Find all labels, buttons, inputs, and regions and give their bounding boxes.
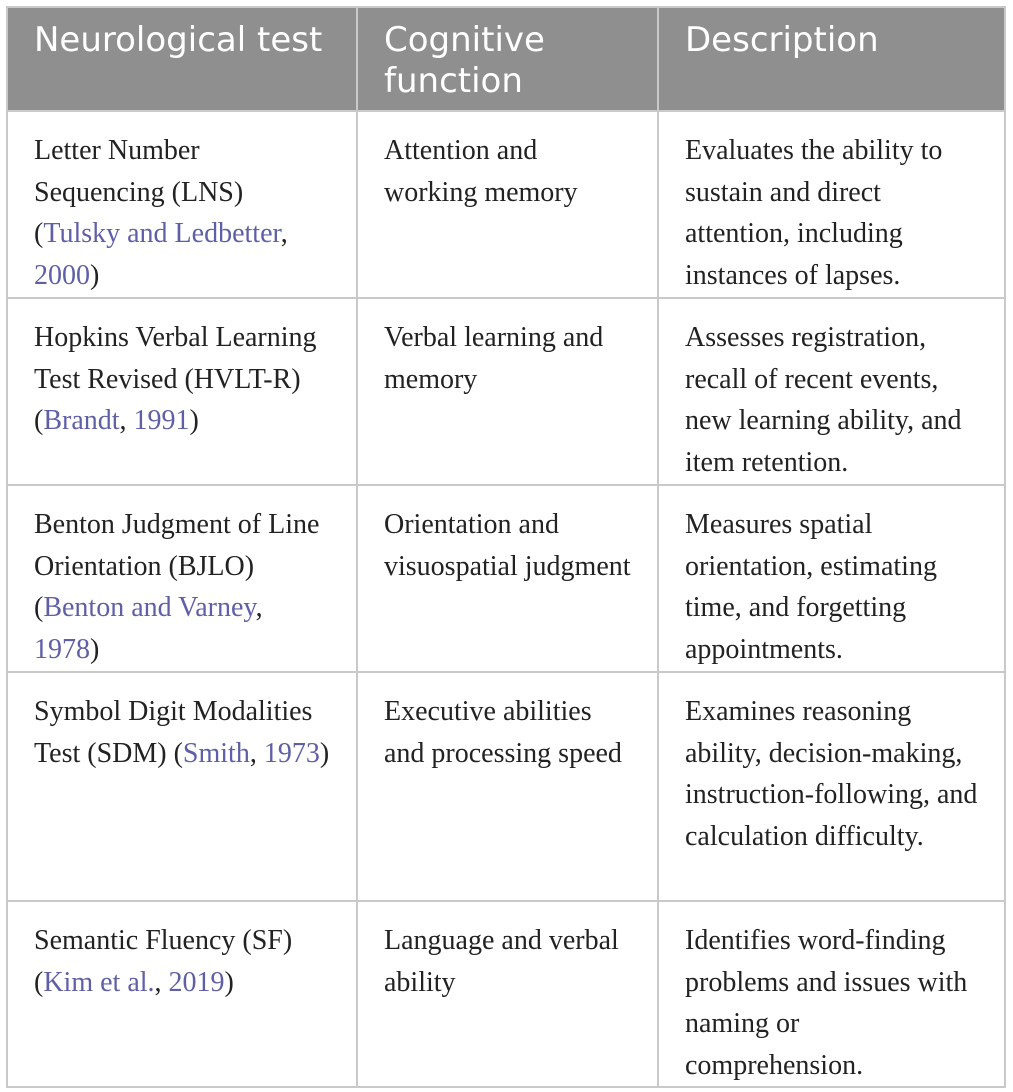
citation-author-link[interactable]: Kim et al. — [43, 966, 155, 998]
citation-year-link[interactable]: 2000 — [34, 259, 90, 291]
citation-open-paren: ( — [34, 218, 44, 249]
table-row — [7, 672, 1005, 901]
citation-open-paren: ( — [34, 405, 44, 436]
citation-year-link[interactable]: 1973 — [263, 737, 320, 769]
cell-test — [7, 485, 357, 672]
citation-separator: , — [119, 405, 134, 436]
cell-description: Examines reasoning ability, decision-making, instruction-following, and calculation difficulty. — [658, 672, 1005, 901]
citation-open-paren: ( — [34, 592, 44, 623]
cell-test — [7, 672, 357, 901]
cell-cognitive-function: Attention and working memory — [357, 111, 658, 298]
citation-author-link[interactable]: Benton and Varney — [43, 592, 256, 623]
test-name: Hopkins Verbal Learning Test Revised (HVLT-R) — [34, 322, 317, 395]
citation-separator: , — [255, 592, 263, 623]
header-description: Description — [658, 7, 1005, 111]
citation-close-paren: ) — [319, 737, 330, 769]
cell-description: Evaluates the ability to sustain and direct attention, including instances of lapses. — [658, 111, 1005, 298]
citation-year-link[interactable]: 1978 — [34, 633, 90, 665]
neurological-tests-table — [6, 6, 1006, 1088]
citation-close-paren: ) — [90, 633, 100, 665]
cell-test — [7, 111, 357, 298]
test-name: Benton Judgment of Line Orientation (BJLO) — [34, 509, 320, 582]
table-row — [7, 111, 1005, 298]
test-name: Symbol Digit Modalities Test (SDM) — [34, 696, 313, 769]
header-neurological-test: Neurological test — [7, 7, 357, 111]
cell-cognitive-function: Orientation and visuospatial judgment — [357, 485, 658, 672]
cell-test — [7, 901, 357, 1087]
citation-year-link[interactable]: 1991 — [133, 405, 190, 436]
cell-cognitive-function: Executive abilities and processing speed — [357, 672, 658, 901]
table-header-row — [7, 7, 1005, 111]
table-row — [7, 485, 1005, 672]
cell-cognitive-function: Language and verbal ability — [357, 901, 658, 1087]
citation-year-link[interactable]: 2019 — [168, 966, 225, 998]
citation-open-paren: ( — [34, 966, 44, 998]
citation-close-paren: ) — [224, 966, 234, 998]
cell-test — [7, 298, 357, 485]
citation-author-link[interactable]: Brandt — [43, 405, 120, 436]
citation-author-link[interactable]: Tulsky and Ledbetter — [43, 218, 281, 249]
cell-description: Identifies word-finding problems and issues with naming or comprehension. — [658, 901, 1005, 1087]
test-name: Semantic Fluency (SF) — [34, 925, 293, 956]
citation-separator: , — [280, 218, 288, 249]
neurological-tests-table-container — [6, 6, 1004, 1084]
cell-description: Assesses registration, recall of recent events, new learning ability, and item retention. — [658, 298, 1005, 485]
cell-cognitive-function: Verbal learning and memory — [357, 298, 658, 485]
header-cognitive-function: Cognitive function — [357, 7, 658, 111]
cell-description: Measures spatial orientation, estimating time, and forgetting appointments. — [658, 485, 1005, 672]
citation-separator: , — [154, 966, 169, 998]
citation-close-paren: ) — [189, 405, 199, 436]
citation-open-paren: ( — [173, 737, 183, 769]
citation-separator: , — [249, 737, 264, 769]
test-name: Letter Number Sequencing (LNS) — [34, 135, 244, 208]
table-row — [7, 298, 1005, 485]
citation-author-link[interactable]: Smith — [182, 737, 250, 769]
table-row — [7, 901, 1005, 1087]
citation-close-paren: ) — [90, 259, 100, 291]
